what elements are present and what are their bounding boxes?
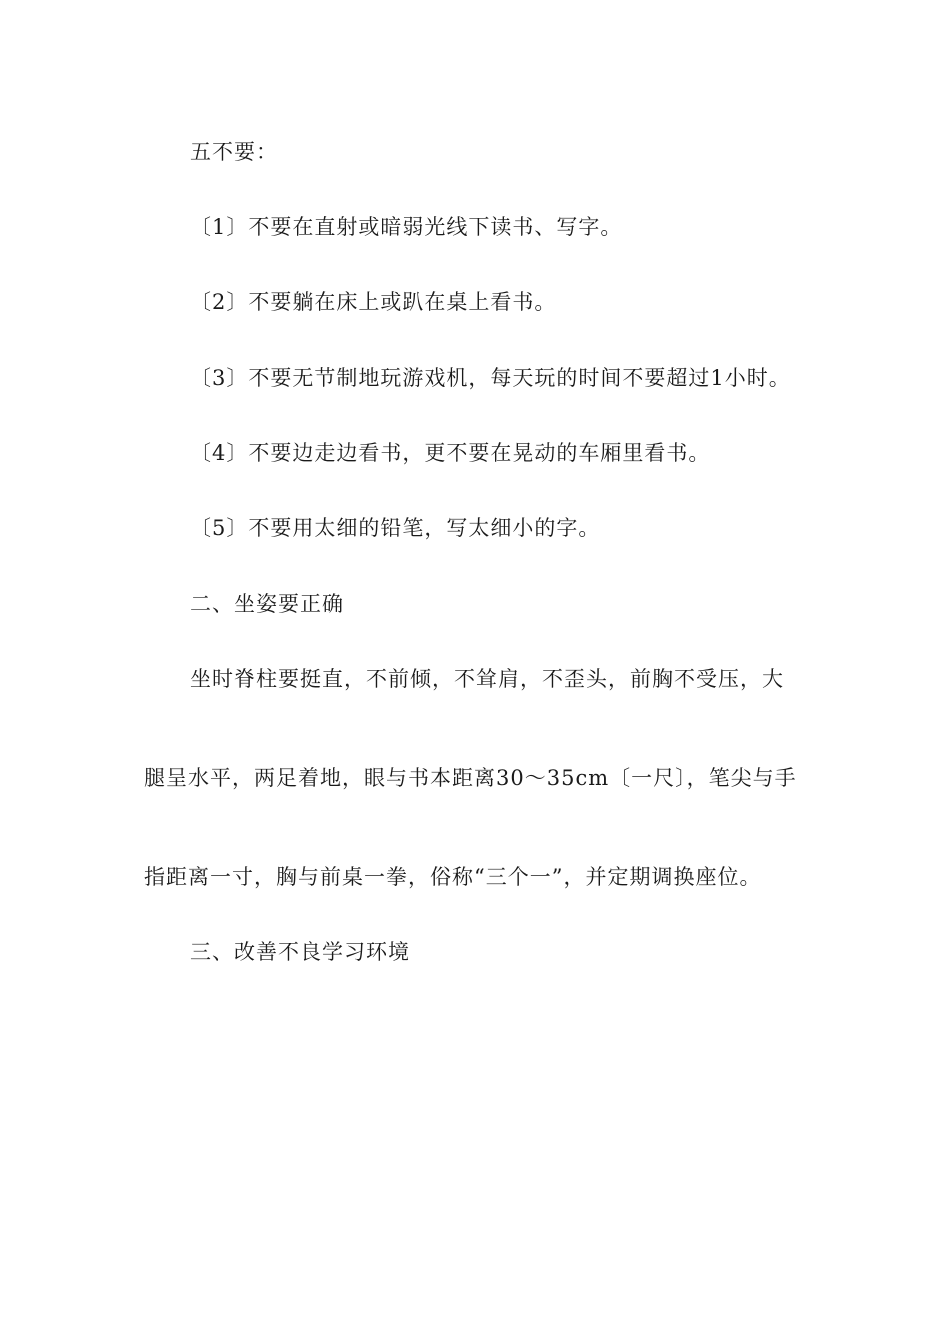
dont-item-3: 〔3〕不要无节制地玩游戏机，每天玩的时间不要超过1小时。 [190, 366, 791, 390]
section2-heading: 二、坐姿要正确 [190, 592, 344, 616]
five-donts-heading: 五不要： [190, 140, 278, 164]
section2-paragraph-line-3: 指距离一寸，胸与前桌一拳，俗称“三个一”，并定期调换座位。 [144, 865, 762, 889]
section2-paragraph-line-2: 腿呈水平，两足着地，眼与书本距离30～35cm〔一尺〕，笔尖与手 [144, 766, 797, 790]
dont-item-4: 〔4〕不要边走边看书，更不要在晃动的车厢里看书。 [190, 441, 711, 465]
section2-paragraph-line-1: 坐时脊柱要挺直，不前倾，不耸肩，不歪头，前胸不受压，大 [190, 667, 784, 691]
dont-item-1: 〔1〕不要在直射或暗弱光线下读书、写字。 [190, 215, 623, 239]
dont-item-2: 〔2〕不要躺在床上或趴在桌上看书。 [190, 290, 557, 314]
dont-item-5: 〔5〕不要用太细的铅笔，写太细小的字。 [190, 516, 601, 540]
section3-heading: 三、改善不良学习环境 [190, 940, 410, 964]
